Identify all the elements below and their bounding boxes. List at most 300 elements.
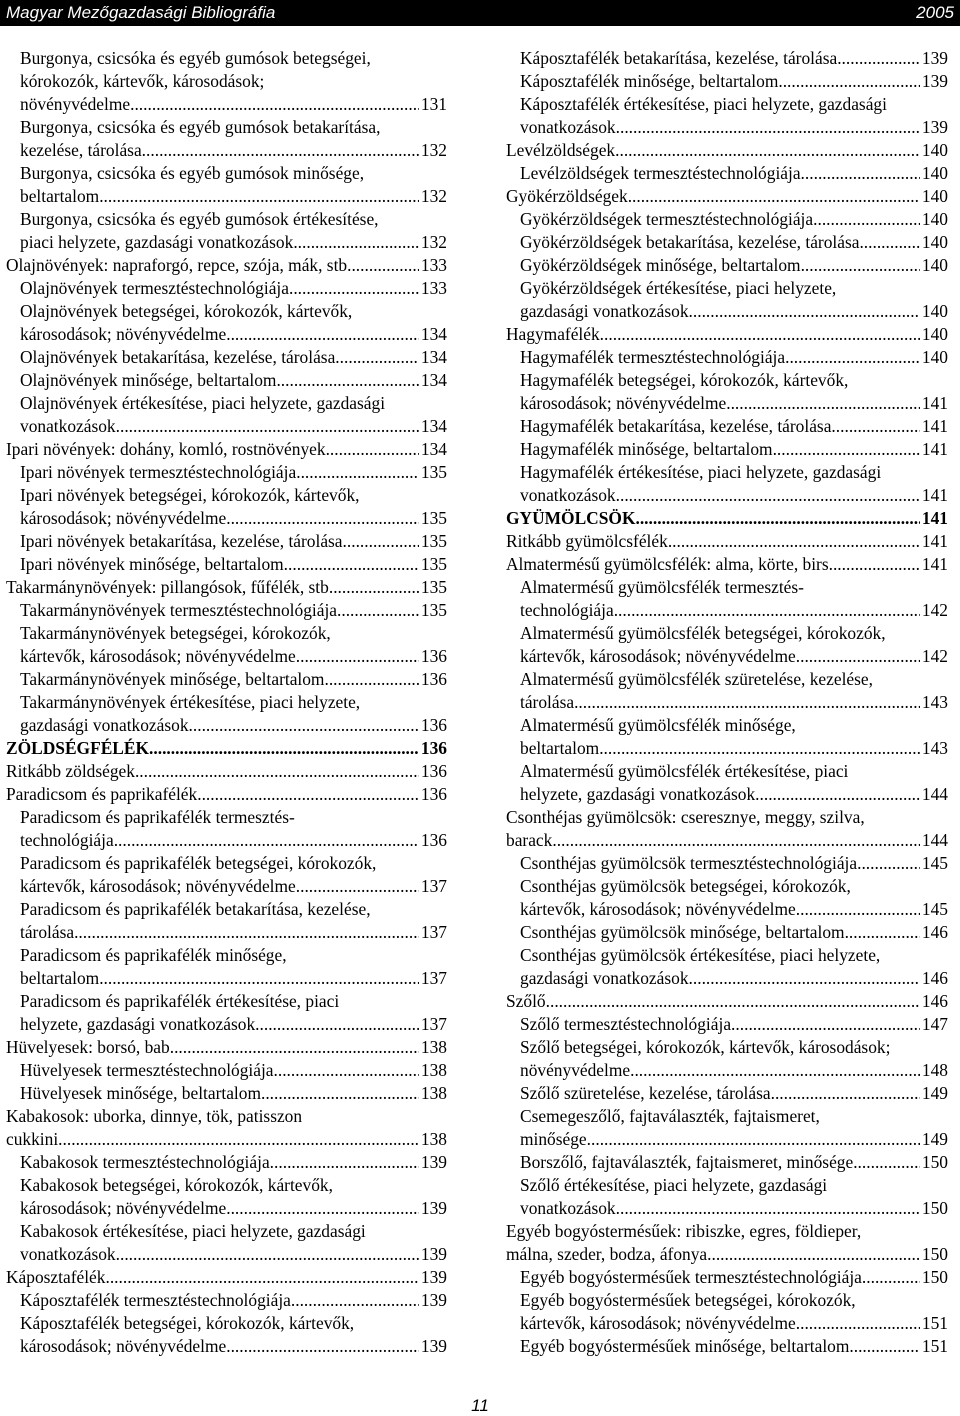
toc-line (506, 70, 948, 93)
dot-leader (829, 553, 920, 576)
dot-leader (226, 1197, 419, 1220)
toc-page-number: 144 (921, 830, 948, 850)
toc-line (6, 254, 447, 277)
dot-leader (614, 599, 920, 622)
toc-entry (6, 530, 447, 553)
toc-entry-text: Hagymafélék (506, 324, 600, 344)
toc-entry-text: vonatkozások (20, 1244, 116, 1264)
toc-entry (6, 1312, 447, 1358)
dot-leader (149, 737, 419, 760)
toc-entry-text: cukkini (6, 1129, 59, 1149)
toc-line (6, 1312, 447, 1335)
toc-page-number: 138 (420, 1060, 447, 1080)
dot-leader (801, 254, 920, 277)
dot-leader (170, 1036, 419, 1059)
toc-entry-text: Hagymafélék értékesítése, piaci helyzete, gazdasági (520, 462, 882, 482)
toc-entry-text: Paradicsom és paprikafélék (6, 784, 198, 804)
dot-leader (831, 415, 919, 438)
toc-entry-text: Hüvelyesek minősége, beltartalom (20, 1083, 261, 1103)
toc-entry-text: Káposztafélék értékesítése, piaci helyzete, gazdasági (520, 94, 887, 114)
toc-page-number: 148 (921, 1060, 948, 1080)
dot-leader (616, 1197, 920, 1220)
toc-line (6, 1174, 447, 1197)
toc-page-number: 144 (921, 784, 948, 804)
toc-line (6, 622, 447, 645)
toc-line (6, 208, 447, 231)
toc-entry-text: Olajnövények minősége, beltartalom (20, 370, 277, 390)
toc-line (6, 760, 447, 783)
toc-line (506, 622, 948, 645)
toc-entry-text: Ipari növények betakarítása, kezelése, tárolása (20, 531, 343, 551)
toc-entry-text: Almatermésű gyümölcsfélék szüretelése, kezelése, (520, 669, 873, 689)
toc-page-number: 136 (420, 738, 447, 758)
toc-line (6, 530, 447, 553)
toc-page-number: 142 (921, 600, 948, 620)
toc-entry-text: Almatermésű gyümölcsfélék: alma, körte, birs (506, 554, 829, 574)
toc-entry (6, 760, 447, 783)
toc-entry-text: vonatkozások (520, 485, 616, 505)
toc-entry (506, 1266, 948, 1289)
toc-line (6, 507, 447, 530)
toc-page-number: 137 (420, 922, 447, 942)
toc-entry (506, 1082, 948, 1105)
toc-page-number: 135 (420, 462, 447, 482)
toc-line (506, 507, 948, 530)
dot-leader (600, 323, 920, 346)
toc-entry (506, 162, 948, 185)
dot-leader (116, 415, 419, 438)
toc-entry-text: Burgonya, csicsóka és egyéb gumósok értékesítése, (20, 209, 379, 229)
toc-line (6, 1082, 447, 1105)
toc-line (506, 346, 948, 369)
dot-leader (58, 1128, 419, 1151)
toc-entry-text: gazdasági vonatkozások (20, 715, 189, 735)
toc-page-number: 143 (921, 738, 948, 758)
toc-entry-text: növényvédelme (20, 94, 131, 114)
toc-line (506, 760, 948, 783)
toc-entry-text: Olajnövények betakarítása, kezelése, tárolása (20, 347, 336, 367)
dot-leader (845, 921, 920, 944)
toc-entry-text: Olajnövények termesztéstechnológiája (20, 278, 289, 298)
toc-entry-text: minősége (520, 1129, 587, 1149)
toc-page-number: 151 (921, 1313, 948, 1333)
toc-line (506, 967, 948, 990)
toc-entry (506, 760, 948, 806)
toc-entry-text: kártevők, károsodások; növényvédelme (20, 876, 296, 896)
dot-leader (270, 1151, 419, 1174)
toc-entry-text: Paradicsom és paprikafélék minősége, (20, 945, 287, 965)
toc-entry-text: Egyéb bogyóstermésűek betegségei, kórokozók, (520, 1290, 856, 1310)
toc-line (6, 1197, 447, 1220)
toc-line (506, 1266, 948, 1289)
toc-entry-text: beltartalom (20, 968, 100, 988)
toc-line (506, 668, 948, 691)
toc-page-number: 145 (921, 853, 948, 873)
dot-leader (546, 990, 920, 1013)
dot-leader (326, 438, 419, 461)
dot-leader (599, 737, 920, 760)
dot-leader (616, 484, 920, 507)
toc-line (506, 1151, 948, 1174)
toc-entry (506, 576, 948, 622)
toc-page-number: 141 (921, 393, 948, 413)
toc-page-number: 150 (921, 1152, 948, 1172)
toc-line (506, 599, 948, 622)
toc-entry-text: Hagymafélék minősége, beltartalom (520, 439, 773, 459)
dot-leader (226, 507, 419, 530)
toc-line (506, 944, 948, 967)
toc-entry-text: málna, szeder, bodza, áfonya (506, 1244, 708, 1264)
toc-entry (506, 93, 948, 139)
toc-entry (506, 990, 948, 1013)
toc-page-number: 136 (420, 646, 447, 666)
toc-entry-text: vonatkozások (20, 416, 116, 436)
toc-entry (6, 1266, 447, 1289)
toc-entry (6, 116, 447, 162)
toc-entry (506, 507, 948, 530)
toc-entry-text: Kabakosok értékesítése, piaci helyzete, gazdasági (20, 1221, 366, 1241)
dot-leader (853, 1151, 920, 1174)
toc-line (506, 1013, 948, 1036)
toc-entry-text: Gyökérzöldségek értékesítése, piaci helyzete, (520, 278, 837, 298)
toc-entry (6, 599, 447, 622)
toc-page-number: 135 (420, 577, 447, 597)
toc-entry (6, 691, 447, 737)
toc-entry-text: Takarmánynövények: pillangósok, fűfélék, stb. (6, 577, 334, 597)
toc-entry-text: károsodások; növényvédelme (20, 1336, 227, 1356)
toc-entry-text: Paradicsom és paprikafélék betegségei, kórokozók, (20, 853, 377, 873)
toc-entry (506, 346, 948, 369)
toc-page-number: 139 (921, 48, 948, 68)
toc-line (506, 369, 948, 392)
toc-entry-text: Paradicsom és paprikafélék termesztés- (20, 807, 295, 827)
toc-line (506, 1036, 948, 1059)
dot-leader (337, 599, 419, 622)
toc-page-number: 135 (420, 554, 447, 574)
dot-leader (351, 254, 418, 277)
toc-entry-text: Gyökérzöldségek betakarítása, kezelése, tárolása (520, 232, 860, 252)
toc-page-number: 136 (420, 830, 447, 850)
toc-entry (6, 300, 447, 346)
toc-entry (6, 944, 447, 990)
dot-leader (130, 93, 419, 116)
toc-entry-text: Levélzöldségek termesztéstechnológiája (520, 163, 801, 183)
dot-leader (99, 967, 419, 990)
toc-entry-text: Almatermésű gyümölcsfélék betegségei, kórokozók, (520, 623, 886, 643)
dot-leader (274, 1059, 419, 1082)
toc-entry (6, 1105, 447, 1151)
toc-line (6, 300, 447, 323)
dot-leader (668, 530, 920, 553)
toc-line (6, 1128, 447, 1151)
toc-page-number: 139 (420, 1267, 447, 1287)
toc-page-number: 134 (420, 324, 447, 344)
toc-left-column (6, 47, 447, 1358)
toc-entry (6, 576, 447, 599)
dot-leader (255, 1013, 419, 1036)
toc-page-number: 136 (420, 715, 447, 735)
toc-entry (6, 852, 447, 898)
toc-line (506, 323, 948, 346)
toc-line (506, 1105, 948, 1128)
toc-entry-text: gazdasági vonatkozások (520, 968, 689, 988)
toc-line (6, 484, 447, 507)
toc-entry-text: Hagymafélék betakarítása, kezelése, tárolása (520, 416, 832, 436)
toc-entry-text: helyzete, gazdasági vonatkozások (520, 784, 756, 804)
toc-entry (6, 277, 447, 300)
toc-entry-text: beltartalom (520, 738, 600, 758)
toc-page-number: 138 (420, 1129, 447, 1149)
toc-entry-text: gazdasági vonatkozások (520, 301, 689, 321)
toc-line (6, 1266, 447, 1289)
toc-page-number: 140 (921, 209, 948, 229)
toc-page-number: 132 (420, 140, 447, 160)
dot-leader (587, 1128, 920, 1151)
toc-entry (6, 1174, 447, 1220)
toc-entry (506, 185, 948, 208)
toc-line (6, 875, 447, 898)
dot-leader (114, 829, 419, 852)
toc-page-number: 138 (420, 1037, 447, 1057)
toc-line (6, 921, 447, 944)
toc-entry (506, 1013, 948, 1036)
toc-entry (6, 484, 447, 530)
toc-page-number: 141 (921, 416, 948, 436)
toc-entry (506, 622, 948, 668)
toc-line (6, 944, 447, 967)
toc-entry-text: Szőlő betegségei, kórokozók, kártevők, károsodások; (520, 1037, 891, 1057)
toc-entry (6, 392, 447, 438)
toc-entry (6, 622, 447, 668)
toc-entry (506, 921, 948, 944)
toc-entry-text: Gyökérzöldségek termesztéstechnológiája (520, 209, 814, 229)
toc-entry-text: Csemegeszőlő, fajtaválaszték, fajtaismeret, (520, 1106, 820, 1126)
toc-entry (6, 438, 447, 461)
toc-line (506, 1312, 948, 1335)
toc-page-number: 146 (921, 991, 948, 1011)
toc-page-number: 142 (921, 646, 948, 666)
toc-entry-text: Káposztafélék minősége, beltartalom (520, 71, 779, 91)
toc-line (6, 576, 447, 599)
toc-line (506, 783, 948, 806)
dot-leader (813, 208, 920, 231)
toc-line (506, 1289, 948, 1312)
toc-line (6, 346, 447, 369)
dot-leader (116, 1243, 419, 1266)
toc-entry (506, 1105, 948, 1151)
toc-line (506, 1243, 948, 1266)
toc-page-number: 141 (921, 485, 948, 505)
toc-entry-text: Kabakosok betegségei, kórokozók, kártevők, (20, 1175, 333, 1195)
toc-line (506, 921, 948, 944)
dot-leader (849, 1335, 920, 1358)
dot-leader (226, 1335, 419, 1358)
toc-entry (506, 1174, 948, 1220)
toc-page-number: 137 (420, 1014, 447, 1034)
toc-page-number: 145 (921, 899, 948, 919)
toc-line (506, 829, 948, 852)
dot-leader (574, 691, 920, 714)
dot-leader (105, 1266, 418, 1289)
toc-entry-text: Szőlő értékesítése, piaci helyzete, gazdasági (520, 1175, 828, 1195)
dot-leader (726, 392, 920, 415)
dot-leader (296, 461, 419, 484)
toc-page-number: 141 (921, 508, 948, 528)
toc-line (506, 691, 948, 714)
toc-entry (506, 1151, 948, 1174)
toc-entry (6, 461, 447, 484)
dot-leader (801, 162, 920, 185)
toc-line (506, 875, 948, 898)
toc-line (506, 185, 948, 208)
dot-leader (755, 783, 920, 806)
toc-line (506, 139, 948, 162)
toc-entry (6, 254, 447, 277)
toc-entry-text: barack (506, 830, 553, 850)
dot-leader (296, 875, 419, 898)
toc-entry-text: vonatkozások (520, 1198, 616, 1218)
toc-entry-text: Egyéb bogyóstermésűek: ribiszke, egres, földieper, (506, 1221, 862, 1241)
dot-leader (135, 760, 419, 783)
toc-line (506, 162, 948, 185)
toc-line (6, 47, 447, 70)
toc-page-number: 140 (921, 232, 948, 252)
toc-line (506, 300, 948, 323)
dot-leader (689, 300, 920, 323)
toc-entry (6, 783, 447, 806)
toc-line (6, 1105, 447, 1128)
toc-entry-text: Káposztafélék (6, 1267, 106, 1287)
dot-leader (335, 346, 419, 369)
toc-entry (506, 1036, 948, 1082)
dot-leader (785, 346, 920, 369)
toc-entry-text: Káposztafélék termesztéstechnológiája (20, 1290, 291, 1310)
toc-line (6, 1151, 447, 1174)
toc-line (6, 1243, 447, 1266)
toc-entry-text: Paradicsom és paprikafélék értékesítése, piaci (20, 991, 340, 1011)
toc-line (6, 806, 447, 829)
toc-entry (506, 714, 948, 760)
toc-page-number: 136 (420, 669, 447, 689)
toc-entry-text: Csonthéjas gyümölcsök termesztéstechnológiája (520, 853, 858, 873)
toc-line (6, 1289, 447, 1312)
toc-entry-text: Csonthéjas gyümölcsök: cseresznye, meggy, szilva, (506, 807, 865, 827)
toc-page-number: 136 (420, 761, 447, 781)
toc-line (6, 553, 447, 576)
toc-entry (6, 898, 447, 944)
dot-leader (74, 921, 419, 944)
dot-leader (778, 70, 920, 93)
toc-page-number: 139 (420, 1152, 447, 1172)
dot-leader (857, 852, 920, 875)
toc-line (506, 461, 948, 484)
toc-page-number: 141 (921, 531, 948, 551)
toc-line (6, 185, 447, 208)
toc-line (506, 737, 948, 760)
dot-leader (289, 277, 419, 300)
publication-title: Magyar Mezőgazdasági Bibliográfia (6, 3, 276, 22)
dot-leader (291, 1289, 419, 1312)
toc-line (506, 553, 948, 576)
toc-page-number: 140 (921, 186, 948, 206)
dot-leader (731, 1013, 920, 1036)
dot-leader (630, 1059, 920, 1082)
dot-leader (261, 1082, 419, 1105)
toc-entry-text: Almatermésű gyümölcsfélék minősége, (520, 715, 796, 735)
toc-entry-text: Gyökérzöldségek minősége, beltartalom (520, 255, 801, 275)
toc-entry-text: Burgonya, csicsóka és egyéb gumósok betegségei, (20, 48, 371, 68)
dot-leader (707, 1243, 920, 1266)
toc-line (6, 691, 447, 714)
toc-line (6, 737, 447, 760)
toc-line (6, 1059, 447, 1082)
toc-entry (6, 668, 447, 691)
toc-line (506, 231, 948, 254)
dot-leader (197, 783, 419, 806)
toc-entry-text: kártevők, károsodások; növényvédelme (520, 1313, 796, 1333)
toc-entry-text: Kabakosok termesztéstechnológiája (20, 1152, 270, 1172)
toc-entry (506, 254, 948, 277)
toc-entry-text: ZÖLDSÉGFÉLÉK (6, 738, 150, 758)
toc-entry-text: kártevők, károsodások; növényvédelme (520, 646, 796, 666)
toc-page-number: 139 (420, 1336, 447, 1356)
toc-line (506, 1128, 948, 1151)
toc-entry (6, 1036, 447, 1059)
toc-page-number: 149 (921, 1129, 948, 1149)
toc-entry-text: kártevők, károsodások; növényvédelme (520, 899, 796, 919)
toc-line (6, 898, 447, 921)
toc-page-number: 135 (420, 600, 447, 620)
toc-page-number: 146 (921, 968, 948, 988)
toc-line (506, 1059, 948, 1082)
page-header (0, 0, 960, 26)
toc-line (6, 967, 447, 990)
toc-line (6, 599, 447, 622)
toc-entry-text: Burgonya, csicsóka és egyéb gumósok betakarítása, (20, 117, 381, 137)
toc-line (506, 1335, 948, 1358)
toc-entry (506, 1220, 948, 1266)
toc-page-number: 139 (921, 117, 948, 137)
toc-entry-text: Paradicsom és paprikafélék betakarítása, kezelése, (20, 899, 371, 919)
toc-entry-text: Szőlő (506, 991, 546, 1011)
toc-line (506, 530, 948, 553)
toc-line (506, 1082, 948, 1105)
toc-page-number: 139 (420, 1198, 447, 1218)
toc-entry-text: vonatkozások (520, 117, 616, 137)
toc-right-column (506, 47, 948, 1358)
toc-entry-text: növényvédelme (520, 1060, 631, 1080)
dot-leader (293, 231, 419, 254)
toc-entry (506, 323, 948, 346)
toc-line (6, 392, 447, 415)
toc-line (6, 70, 447, 93)
toc-line (506, 852, 948, 875)
toc-entry-text: Olajnövények betegségei, kórokozók, kártevők, (20, 301, 353, 321)
toc-line (6, 783, 447, 806)
dot-leader (276, 369, 418, 392)
toc-entry (6, 162, 447, 208)
toc-line (506, 1220, 948, 1243)
toc-line (6, 139, 447, 162)
toc-line (506, 116, 948, 139)
toc-line (506, 208, 948, 231)
toc-line (6, 461, 447, 484)
dot-leader (324, 668, 418, 691)
toc-line (6, 714, 447, 737)
toc-entry-text: tárolása (20, 922, 75, 942)
toc-page-number: 132 (420, 186, 447, 206)
toc-entry (6, 1289, 447, 1312)
